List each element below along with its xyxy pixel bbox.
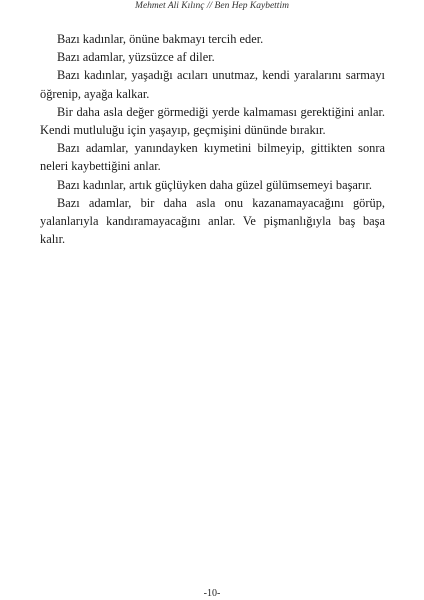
paragraph: Bazı kadınlar, yaşadığı acıları unutmaz, kendi yaralarını sarmayı öğrenip, ayağa kalkar.: [40, 68, 385, 101]
paragraph: Bazı adamlar, yüzsüzce af diler.: [57, 50, 215, 65]
paragraph: Bazı adamlar, yanındayken kıymetini bilmeyip, gittikten sonra neleri kaybettiğini anlar.: [40, 141, 385, 174]
paragraph: Bazı adamlar, bir daha asla onu kazanamayacağını görüp, yalanlarıyla kandıramayacağını anlar. Ve pişmanlığıyla baş başa kalır.: [40, 195, 385, 247]
page-number: -10-: [203, 588, 221, 599]
paragraph: Bir daha asla değer görmediği yerde kalmaması gerektiğini anlar. Kendi mutluluğu için yaşayıp, geçmişini dününde bırakır.: [40, 104, 385, 138]
paragraph: Bazı kadınlar, önüne bakmayı tercih eder.: [57, 32, 264, 46]
paragraph: Bazı kadınlar, artık güçlüyken daha güzel gülümsemeyi başarır.: [57, 177, 373, 192]
body-text: [40, 30, 385, 248]
running-header: Mehmet Ali Kılınç // Ben Hep Kaybettim: [135, 1, 289, 11]
